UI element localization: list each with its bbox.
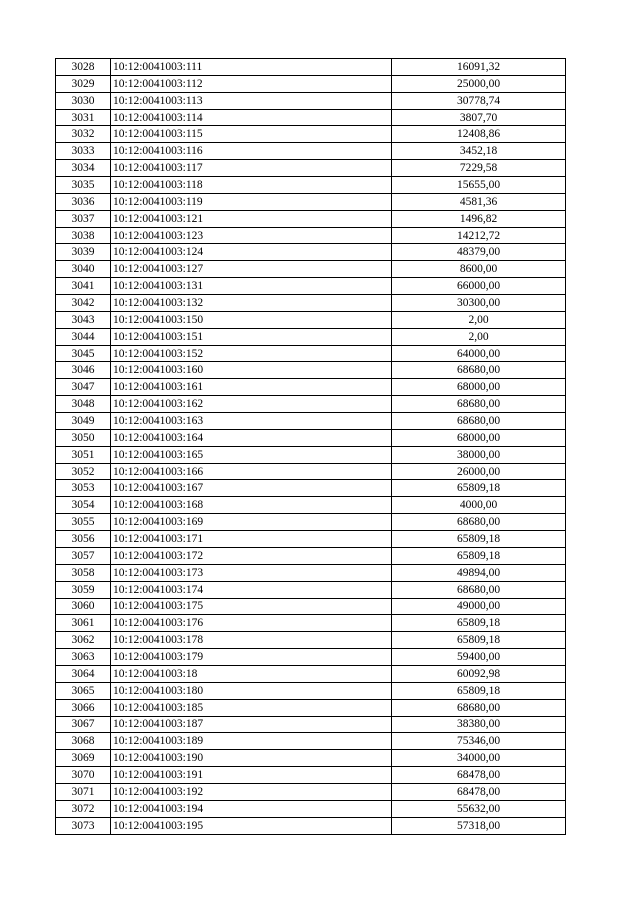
cadastral-number-cell: 10:12:0041003:112 (111, 75, 392, 92)
value-cell: 38000,00 (392, 446, 566, 463)
row-number-cell: 3071 (56, 783, 111, 800)
value-cell: 4000,00 (392, 497, 566, 514)
cadastral-number-cell: 10:12:0041003:168 (111, 497, 392, 514)
table-row (56, 665, 566, 682)
value-cell: 2,00 (392, 311, 566, 328)
row-number-cell: 3073 (56, 817, 111, 834)
row-number-cell: 3048 (56, 396, 111, 413)
table-row (56, 261, 566, 278)
table-row (56, 59, 566, 76)
value-cell: 15655,00 (392, 177, 566, 194)
table-row (56, 817, 566, 834)
value-cell: 12408,86 (392, 126, 566, 143)
row-number-cell: 3072 (56, 800, 111, 817)
value-cell: 68680,00 (392, 581, 566, 598)
value-cell: 30778,74 (392, 92, 566, 109)
table-row (56, 598, 566, 615)
value-cell: 3452,18 (392, 143, 566, 160)
value-cell: 2,00 (392, 328, 566, 345)
table-row (56, 160, 566, 177)
table-row (56, 800, 566, 817)
cadastral-number-cell: 10:12:0041003:119 (111, 193, 392, 210)
value-cell: 68000,00 (392, 429, 566, 446)
cadastral-number-cell: 10:12:0041003:194 (111, 800, 392, 817)
cadastral-number-cell: 10:12:0041003:118 (111, 177, 392, 194)
value-cell: 75346,00 (392, 733, 566, 750)
cadastral-number-cell: 10:12:0041003:174 (111, 581, 392, 598)
cadastral-number-cell: 10:12:0041003:163 (111, 413, 392, 430)
records-table (55, 58, 566, 835)
value-cell: 48379,00 (392, 244, 566, 261)
value-cell: 68478,00 (392, 783, 566, 800)
value-cell: 65809,18 (392, 632, 566, 649)
value-cell: 68478,00 (392, 767, 566, 784)
cadastral-number-cell: 10:12:0041003:150 (111, 311, 392, 328)
row-number-cell: 3059 (56, 581, 111, 598)
row-number-cell: 3029 (56, 75, 111, 92)
cadastral-number-cell: 10:12:0041003:172 (111, 547, 392, 564)
table-row (56, 379, 566, 396)
table-row (56, 143, 566, 160)
row-number-cell: 3060 (56, 598, 111, 615)
table-row (56, 615, 566, 632)
value-cell: 65809,18 (392, 615, 566, 632)
cadastral-number-cell: 10:12:0041003:190 (111, 750, 392, 767)
row-number-cell: 3042 (56, 295, 111, 312)
row-number-cell: 3070 (56, 767, 111, 784)
value-cell: 68000,00 (392, 379, 566, 396)
row-number-cell: 3032 (56, 126, 111, 143)
row-number-cell: 3028 (56, 59, 111, 76)
cadastral-number-cell: 10:12:0041003:124 (111, 244, 392, 261)
cadastral-number-cell: 10:12:0041003:164 (111, 429, 392, 446)
cadastral-number-cell: 10:12:0041003:111 (111, 59, 392, 76)
row-number-cell: 3049 (56, 413, 111, 430)
value-cell: 16091,32 (392, 59, 566, 76)
cadastral-number-cell: 10:12:0041003:117 (111, 160, 392, 177)
table-row (56, 244, 566, 261)
cadastral-number-cell: 10:12:0041003:179 (111, 649, 392, 666)
value-cell: 60092,98 (392, 665, 566, 682)
table-row (56, 429, 566, 446)
row-number-cell: 3030 (56, 92, 111, 109)
row-number-cell: 3062 (56, 632, 111, 649)
value-cell: 64000,00 (392, 345, 566, 362)
table-row (56, 733, 566, 750)
cadastral-number-cell: 10:12:0041003:161 (111, 379, 392, 396)
table-row (56, 514, 566, 531)
cadastral-number-cell: 10:12:0041003:173 (111, 564, 392, 581)
table-row (56, 716, 566, 733)
row-number-cell: 3045 (56, 345, 111, 362)
value-cell: 65809,18 (392, 682, 566, 699)
row-number-cell: 3063 (56, 649, 111, 666)
row-number-cell: 3066 (56, 699, 111, 716)
cadastral-number-cell: 10:12:0041003:176 (111, 615, 392, 632)
table-row (56, 295, 566, 312)
value-cell: 57318,00 (392, 817, 566, 834)
table-row (56, 311, 566, 328)
cadastral-number-cell: 10:12:0041003:178 (111, 632, 392, 649)
value-cell: 14212,72 (392, 227, 566, 244)
cadastral-number-cell: 10:12:0041003:160 (111, 362, 392, 379)
row-number-cell: 3056 (56, 531, 111, 548)
table-row (56, 531, 566, 548)
cadastral-number-cell: 10:12:0041003:114 (111, 109, 392, 126)
cadastral-number-cell: 10:12:0041003:165 (111, 446, 392, 463)
value-cell: 3807,70 (392, 109, 566, 126)
table-row (56, 446, 566, 463)
value-cell: 68680,00 (392, 699, 566, 716)
row-number-cell: 3061 (56, 615, 111, 632)
records-table-body (56, 59, 566, 835)
table-row (56, 126, 566, 143)
table-row (56, 750, 566, 767)
value-cell: 1496,82 (392, 210, 566, 227)
value-cell: 66000,00 (392, 278, 566, 295)
cadastral-number-cell: 10:12:0041003:189 (111, 733, 392, 750)
cadastral-number-cell: 10:12:0041003:167 (111, 480, 392, 497)
cadastral-number-cell: 10:12:0041003:131 (111, 278, 392, 295)
row-number-cell: 3052 (56, 463, 111, 480)
row-number-cell: 3043 (56, 311, 111, 328)
row-number-cell: 3046 (56, 362, 111, 379)
row-number-cell: 3057 (56, 547, 111, 564)
cadastral-number-cell: 10:12:0041003:116 (111, 143, 392, 160)
value-cell: 59400,00 (392, 649, 566, 666)
cadastral-number-cell: 10:12:0041003:187 (111, 716, 392, 733)
table-row (56, 783, 566, 800)
table-row (56, 632, 566, 649)
value-cell: 55632,00 (392, 800, 566, 817)
table-row (56, 581, 566, 598)
row-number-cell: 3069 (56, 750, 111, 767)
cadastral-number-cell: 10:12:0041003:185 (111, 699, 392, 716)
value-cell: 68680,00 (392, 514, 566, 531)
table-row (56, 699, 566, 716)
table-row (56, 75, 566, 92)
table-row (56, 345, 566, 362)
value-cell: 65809,18 (392, 531, 566, 548)
row-number-cell: 3033 (56, 143, 111, 160)
table-row (56, 278, 566, 295)
cadastral-number-cell: 10:12:0041003:123 (111, 227, 392, 244)
value-cell: 68680,00 (392, 362, 566, 379)
cadastral-number-cell: 10:12:0041003:175 (111, 598, 392, 615)
row-number-cell: 3044 (56, 328, 111, 345)
table-row (56, 227, 566, 244)
value-cell: 26000,00 (392, 463, 566, 480)
table-row (56, 480, 566, 497)
cadastral-number-cell: 10:12:0041003:18 (111, 665, 392, 682)
value-cell: 68680,00 (392, 396, 566, 413)
table-row (56, 497, 566, 514)
row-number-cell: 3058 (56, 564, 111, 581)
row-number-cell: 3055 (56, 514, 111, 531)
table-row (56, 109, 566, 126)
cadastral-number-cell: 10:12:0041003:152 (111, 345, 392, 362)
table-row (56, 193, 566, 210)
cadastral-number-cell: 10:12:0041003:192 (111, 783, 392, 800)
cadastral-number-cell: 10:12:0041003:171 (111, 531, 392, 548)
table-row (56, 92, 566, 109)
value-cell: 34000,00 (392, 750, 566, 767)
row-number-cell: 3040 (56, 261, 111, 278)
table-row (56, 328, 566, 345)
row-number-cell: 3065 (56, 682, 111, 699)
table-row (56, 564, 566, 581)
table-row (56, 767, 566, 784)
table-row (56, 413, 566, 430)
value-cell: 30300,00 (392, 295, 566, 312)
row-number-cell: 3050 (56, 429, 111, 446)
row-number-cell: 3036 (56, 193, 111, 210)
value-cell: 68680,00 (392, 413, 566, 430)
row-number-cell: 3047 (56, 379, 111, 396)
value-cell: 4581,36 (392, 193, 566, 210)
value-cell: 8600,00 (392, 261, 566, 278)
table-row (56, 177, 566, 194)
row-number-cell: 3037 (56, 210, 111, 227)
row-number-cell: 3031 (56, 109, 111, 126)
table-row (56, 463, 566, 480)
table-row (56, 362, 566, 379)
cadastral-number-cell: 10:12:0041003:195 (111, 817, 392, 834)
cadastral-number-cell: 10:12:0041003:180 (111, 682, 392, 699)
value-cell: 7229,58 (392, 160, 566, 177)
row-number-cell: 3034 (56, 160, 111, 177)
table-row (56, 649, 566, 666)
row-number-cell: 3039 (56, 244, 111, 261)
row-number-cell: 3054 (56, 497, 111, 514)
table-row (56, 682, 566, 699)
row-number-cell: 3053 (56, 480, 111, 497)
cadastral-number-cell: 10:12:0041003:151 (111, 328, 392, 345)
cadastral-number-cell: 10:12:0041003:115 (111, 126, 392, 143)
row-number-cell: 3067 (56, 716, 111, 733)
cadastral-number-cell: 10:12:0041003:132 (111, 295, 392, 312)
cadastral-number-cell: 10:12:0041003:169 (111, 514, 392, 531)
value-cell: 65809,18 (392, 547, 566, 564)
value-cell: 49894,00 (392, 564, 566, 581)
row-number-cell: 3064 (56, 665, 111, 682)
row-number-cell: 3035 (56, 177, 111, 194)
table-row (56, 547, 566, 564)
cadastral-number-cell: 10:12:0041003:191 (111, 767, 392, 784)
table-row (56, 396, 566, 413)
cadastral-number-cell: 10:12:0041003:121 (111, 210, 392, 227)
value-cell: 38380,00 (392, 716, 566, 733)
row-number-cell: 3051 (56, 446, 111, 463)
row-number-cell: 3068 (56, 733, 111, 750)
value-cell: 49000,00 (392, 598, 566, 615)
cadastral-number-cell: 10:12:0041003:162 (111, 396, 392, 413)
row-number-cell: 3038 (56, 227, 111, 244)
value-cell: 25000,00 (392, 75, 566, 92)
table-row (56, 210, 566, 227)
cadastral-number-cell: 10:12:0041003:113 (111, 92, 392, 109)
cadastral-number-cell: 10:12:0041003:166 (111, 463, 392, 480)
row-number-cell: 3041 (56, 278, 111, 295)
value-cell: 65809,18 (392, 480, 566, 497)
cadastral-number-cell: 10:12:0041003:127 (111, 261, 392, 278)
